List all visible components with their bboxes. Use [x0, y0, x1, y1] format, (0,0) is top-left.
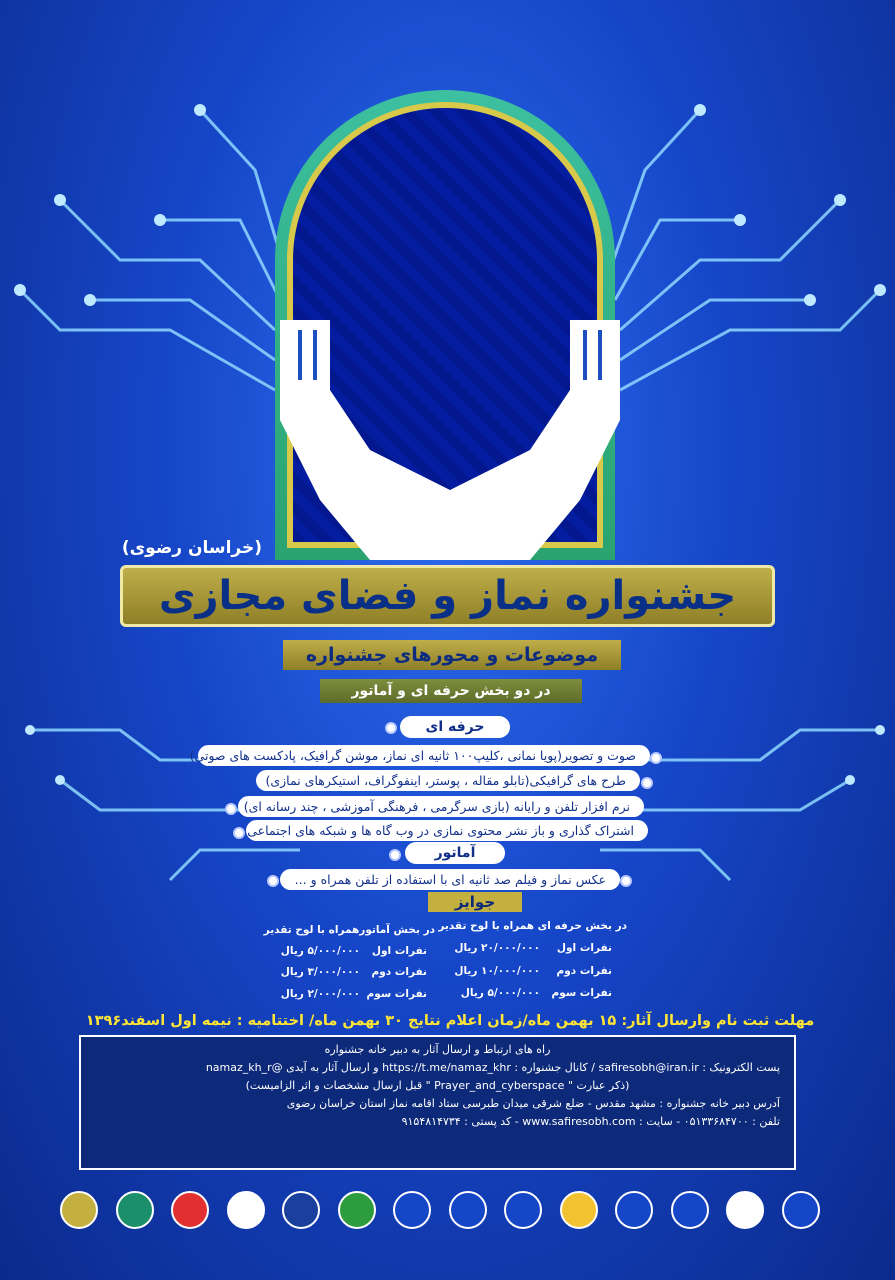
mosque-logo — [560, 1191, 598, 1229]
iran-emblem-icon — [615, 1191, 653, 1229]
topic-item: صوت و تصویر(پویا نمانی ،کلیپ۱۰۰ ثانیه ای نماز، موشن گرافیک، پادکست های صوتی) — [198, 745, 650, 766]
province-subtitle: (خراسان رضوی) — [121, 538, 262, 558]
prize-rank: نفرات دوم — [371, 966, 427, 978]
prize-amount: ۳/۰۰۰/۰۰۰ ریال — [280, 966, 360, 978]
topic-item: طرح های گرافیکی(تابلو مقاله ، پوستر، اینفوگراف، استیکرهای نمازی) — [256, 770, 640, 791]
mashhad-logo — [60, 1191, 98, 1229]
amateur-prize-header: در بخش آماتورهمراه با لوح تقدیر — [263, 924, 435, 936]
basij-logo — [338, 1191, 376, 1229]
prize-amount: ۵/۰۰۰/۰۰۰ ریال — [280, 945, 360, 957]
namaz-headquarters-logo — [726, 1191, 764, 1229]
pro-prize-header: در بخش حرفه ای همراه با لوح تقدیر — [438, 920, 627, 932]
deadline-text: مهلت ثبت نام وارسال آثار: ۱۵ بهمن ماه/زمان اعلام نتایج ۳۰ بهمن ماه/ اختتامیه : نیمه اول اسفند۱۳۹۶ — [85, 1013, 815, 1029]
prize-rank: نفرات سوم — [366, 988, 427, 1000]
prize-rank: نفرات سوم — [551, 987, 612, 999]
item-node — [650, 752, 662, 764]
prizes-title: جوایز — [428, 892, 522, 912]
iran-emblem-icon — [671, 1191, 709, 1229]
sponsor-logos — [60, 1180, 820, 1240]
municipality-logo — [393, 1191, 431, 1229]
iran-emblem-icon — [782, 1191, 820, 1229]
topic-item: اشتراک گذاری و باز نشر محتوی نمازی در وب گاه ها و شبکه های اجتماعی — [246, 820, 648, 841]
topics-banner: موضوعات و محورهای جشنواره — [283, 640, 621, 670]
broadcast-logo — [227, 1191, 265, 1229]
prize-amount: ۱۰/۰۰۰/۰۰۰ ریال — [454, 965, 540, 977]
prize-rank: نفرات اول — [371, 945, 427, 957]
oil-company-logo — [171, 1191, 209, 1229]
contact-heading: راه های ارتباط و ارسال آثار به دبیر خانه جشنواره — [324, 1043, 551, 1056]
item-node — [641, 777, 653, 789]
contact-email-line: پست الکترونیک : safiresobh@iran.ir / کانال جشنواره : https://t.me/namaz_khr و ارسال آثار به آیدی @namaz_kh_r — [205, 1061, 780, 1074]
section-node — [385, 722, 397, 734]
contact-box — [79, 1035, 796, 1170]
topic-item: نرم افزار تلفن و رایانه (بازی سرگرمی ، فرهنگی آموزشی ، چند رسانه ای) — [238, 796, 644, 817]
contact-phone-line: تلفن : ۰۵۱۳۳۶۸۴۷۰۰ - سایت : www.safiresobh.com - کد پستی : ۹۱۵۴۸۱۴۷۳۴ — [401, 1115, 780, 1128]
prize-rank: نفرات اول — [556, 942, 612, 954]
contact-address-line: آدرس دبیر خانه جشنواره : مشهد مقدس - ضلع شرقی میدان طبرسی ستاد اقامه نماز استان خراسان رضوی — [286, 1097, 780, 1110]
festival-title: جشنواره نماز و فضای مجازی — [120, 565, 775, 627]
amateur-header: آماتور — [405, 842, 505, 864]
prize-amount: ۲۰/۰۰۰/۰۰۰ ریال — [454, 942, 540, 954]
item-node — [267, 875, 279, 887]
prize-amount: ۵/۰۰۰/۰۰۰ ریال — [460, 987, 540, 999]
professional-header: حرفه ای — [400, 716, 510, 738]
culture-center-logo — [116, 1191, 154, 1229]
contact-note-line: (ذکر عبارت " Prayer_and_cyberspace " قبل ارسال مشخصات و اثر الزامیست) — [245, 1079, 630, 1092]
seminary-logo — [504, 1191, 542, 1229]
iran-emblem-icon — [449, 1191, 487, 1229]
item-node — [233, 827, 245, 839]
prize-rank: نفرات دوم — [556, 965, 612, 977]
praying-hands-icon — [260, 300, 640, 570]
item-node — [620, 875, 632, 887]
item-node — [225, 803, 237, 815]
sections-banner: در دو بخش حرفه ای و آماتور — [320, 679, 582, 703]
section-node — [389, 849, 401, 861]
radio-logo — [282, 1191, 320, 1229]
prize-amount: ۲/۰۰۰/۰۰۰ ریال — [280, 988, 360, 1000]
topic-item: عکس نماز و فیلم صد ثانیه ای با استفاده از تلفن همراه و ... — [280, 869, 620, 890]
